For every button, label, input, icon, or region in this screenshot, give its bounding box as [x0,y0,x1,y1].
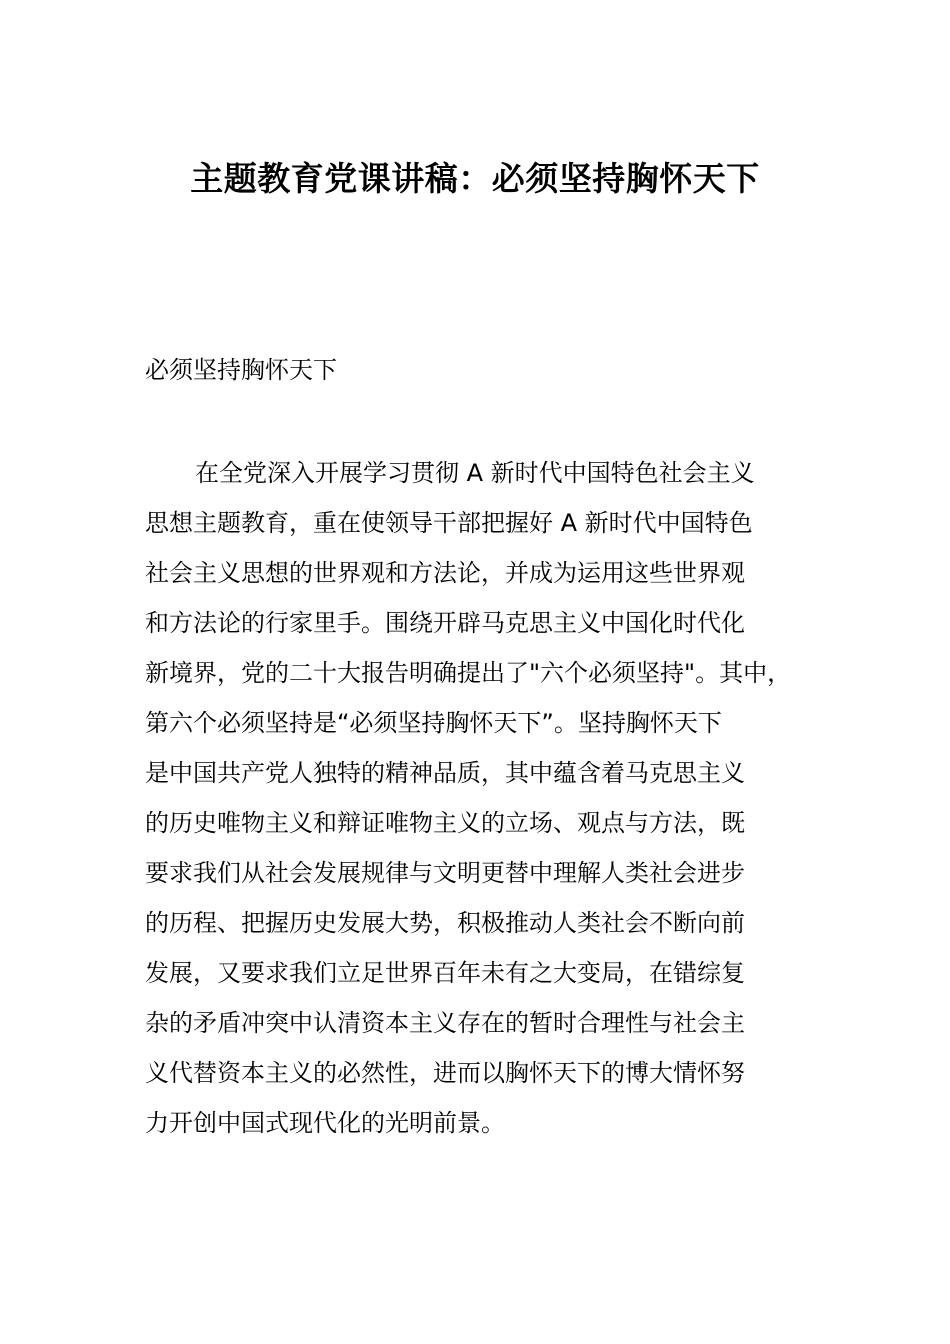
document-title: 主题教育党课讲稿：必须坚持胸怀天下 [190,159,760,198]
paragraph-line: 是中国共产党人独特的精神品质，其中蕴含着马克思主义 [145,759,745,787]
paragraph-line: 发展，又要求我们立足世界百年未有之大变局，在错综复 [145,959,745,987]
paragraph-line: 要求我们从社会发展规律与文明更替中理解人类社会进步 [145,859,745,887]
paragraph-line: 和方法论的行家里手。围绕开辟马克思主义中国化时代化 [145,609,745,637]
section-subheading: 必须坚持胸怀天下 [145,356,337,384]
body-paragraph [145,448,835,1148]
paragraph-line: 思想主题教育，重在使领导干部把握好 A 新时代中国特色 [145,509,753,537]
paragraph-line: 新境界，党的二十大报告明确提出了"六个必须坚持"。其中， [145,659,792,687]
paragraph-line: 在全党深入开展学习贯彻 A 新时代中国特色社会主义 [195,459,755,487]
paragraph-line: 第六个必须坚持是“必须坚持胸怀天下”。坚持胸怀天下 [145,709,722,737]
paragraph-line: 的历程、把握历史发展大势，积极推动人类社会不断向前 [145,909,745,937]
paragraph-line: 力开创中国式现代化的光明前景。 [145,1109,505,1137]
paragraph-line: 社会主义思想的世界观和方法论，并成为运用这些世界观 [145,559,745,587]
paragraph-line: 杂的矛盾冲突中认清资本主义存在的暂时合理性与社会主 [145,1009,745,1037]
paragraph-line: 义代替资本主义的必然性，进而以胸怀天下的博大情怀努 [145,1059,745,1087]
paragraph-line: 的历史唯物主义和辩证唯物主义的立场、观点与方法，既 [145,809,745,837]
